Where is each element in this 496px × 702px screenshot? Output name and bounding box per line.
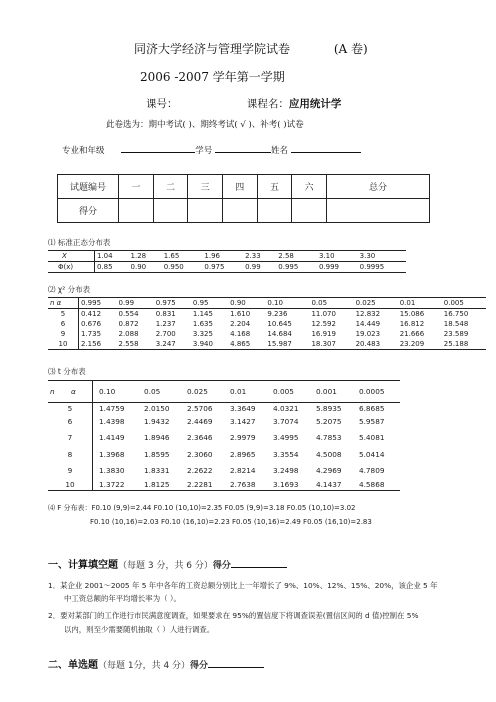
chi-value-cell: 23.209 (398, 339, 442, 350)
chi-value-cell: 1.635 (192, 320, 213, 328)
chi-value-cell: 2.156 (79, 339, 117, 350)
name-label: 姓名 (270, 146, 288, 156)
t-value-cell: 1.9432 (144, 417, 170, 426)
chi-value-cell: 25.188 (442, 339, 486, 350)
normal-phi-label: Φ(x) (48, 262, 95, 273)
section1-heading (48, 556, 287, 571)
score-cell[interactable] (153, 199, 188, 223)
chi-value-cell: 12.832 (355, 310, 381, 318)
score-cell[interactable] (292, 199, 327, 223)
t-n-cell: 6 (48, 415, 93, 429)
normal-x-cell: 1.04 (95, 251, 129, 262)
chi-alpha-cell: 0.90 (228, 298, 265, 309)
chi-n-cell: 6 (48, 319, 79, 329)
table-row (48, 319, 486, 329)
major-field[interactable] (121, 142, 195, 153)
section2-heading (48, 656, 264, 671)
exam-type-line: 此卷选为：期中考试( )、期终考试( √ )、补考( )试卷 (106, 120, 304, 130)
normal-x-cell: 3.30 (358, 251, 406, 262)
t-value-cell: 3.4995 (272, 432, 299, 442)
score-header-cell: 一 (119, 175, 154, 199)
chi-header-row (48, 298, 486, 309)
t-value-cell: 2.7638 (228, 479, 271, 491)
f-table-line1: ⑷ F 分布表：F0.10 (9,9)=2.44 F0.10 (10,10)=2.35 F0.05 (9,9)=3.18 F0.05 (10,10)=3.02 (48, 504, 356, 512)
chi-value-cell: 18.307 (309, 339, 353, 350)
t-alpha-cell: 0.001 (314, 381, 357, 403)
course-name: 应用统计学 (288, 98, 342, 110)
chi-value-cell: 4.865 (228, 339, 265, 350)
t-n-cell: 5 (48, 403, 93, 415)
chi-value-cell: 23.589 (443, 330, 469, 338)
table-row (48, 309, 486, 320)
normal-x-cell: 1.28 (129, 251, 162, 262)
table-row (48, 479, 400, 491)
score-cell[interactable] (222, 199, 257, 223)
t-alpha-cell: 0.025 (185, 381, 228, 403)
chi-value-cell: 18.548 (443, 320, 469, 328)
t-value-cell: 1.4398 (99, 417, 125, 426)
section2-note: （每题 1分，共 4 分） (98, 661, 191, 671)
t-value-cell: 1.3830 (99, 466, 125, 475)
score-header-cell: 六 (292, 175, 327, 199)
chi-value-cell: 3.247 (154, 339, 191, 350)
chi-n-cell: 5 (48, 309, 79, 320)
chi-alpha-cell: 0.975 (154, 298, 191, 309)
chi-value-cell: 1.610 (230, 310, 251, 318)
chi-table (48, 297, 486, 350)
score-header-cell: 总分 (327, 175, 430, 199)
chi-alpha-cell: 0.01 (398, 298, 442, 309)
q2-line2: 以内，则至少需要随机抽取（ ）人进行调查。 (64, 625, 215, 634)
t-corner (48, 381, 93, 403)
chi-value-cell: 1.237 (155, 320, 176, 328)
normal-x-label: X (48, 251, 95, 262)
normal-phi-cell: 0.999 (317, 262, 358, 273)
score-value-row (58, 199, 430, 223)
score-header-row (58, 175, 430, 199)
t-value-cell: 2.8965 (230, 449, 256, 459)
t-n-cell: 8 (48, 446, 93, 463)
chi-corner: n α (48, 298, 79, 309)
score-header-cell: 五 (257, 175, 292, 199)
chi-value-cell: 14.449 (355, 320, 381, 328)
chi-value-cell: 0.676 (81, 320, 102, 328)
chi-value-cell: 10.645 (267, 320, 292, 328)
paper-type: (A 卷) (333, 42, 368, 56)
chi-value-cell: 21.666 (399, 330, 425, 338)
chi-value-cell: 2.558 (116, 339, 153, 350)
q1-line1: 1．某企业 2001～2005 年 5 年中各年的工资总额分别比上一年增长了 9%、10%、12%、15%、20%，该企业 5 年 (48, 581, 438, 590)
chi-value-cell: 2.088 (118, 330, 139, 338)
normal-x-cell: 1.65 (162, 251, 203, 262)
t-value-cell: 3.2498 (272, 466, 299, 475)
f-table-line2: F0.10 (10,16)=2.03 F0.10 (16,10)=2.23 F0.05 (10,16)=2.49 F0.05 (16,10)=2.83 (90, 518, 372, 526)
chi-alpha-cell: 0.95 (191, 298, 228, 309)
normal-phi-row (48, 262, 406, 273)
score-cell[interactable] (119, 199, 154, 223)
t-header-row (48, 381, 400, 403)
t-n-cell: 10 (48, 479, 93, 491)
chi-alpha-cell: 0.995 (79, 298, 117, 309)
exam-title (134, 40, 368, 57)
chi-value-cell: 16.812 (399, 320, 425, 328)
section1-note: （每题 3 分，共 6 分） (118, 561, 213, 571)
normal-x-cell: 2.58 (276, 251, 317, 262)
chi-value-cell: 12.592 (311, 320, 336, 328)
normal-table (48, 250, 406, 273)
score-header-cell: 四 (222, 175, 257, 199)
t-n-cell: 7 (48, 429, 93, 446)
normal-phi-cell: 0.85 (95, 262, 129, 273)
t-value-cell: 4.7853 (315, 432, 342, 442)
t-value-cell: 4.0321 (272, 404, 299, 414)
t-value-cell: 3.1693 (271, 479, 314, 491)
school-title: 同济大学经济与管理学院试卷 (134, 42, 291, 56)
section2-title: 二、单选题 (48, 660, 98, 671)
section2-score-field[interactable] (208, 656, 264, 668)
table-row (48, 463, 400, 479)
t-alpha-cell: 0.005 (271, 381, 314, 403)
chi-value-cell: 14.684 (267, 330, 292, 338)
chi-value-cell: 20.483 (354, 339, 398, 350)
course-no-label: 课号： (146, 98, 178, 110)
t-corner-alpha: α (70, 387, 76, 396)
major-label: 专业和年级 (62, 146, 105, 156)
chi-table-label: ⑵ χ² 分布表 (48, 285, 91, 294)
normal-phi-cell: 0.975 (202, 262, 243, 273)
normal-phi-cell: 0.9995 (358, 262, 406, 273)
score-cell[interactable] (257, 199, 292, 223)
t-value-cell: 2.9979 (230, 432, 256, 442)
t-n-cell: 9 (48, 463, 93, 479)
t-value-cell: 4.1437 (314, 479, 357, 491)
chi-value-cell: 1.145 (192, 310, 213, 318)
chi-value-cell: 2.700 (155, 330, 176, 338)
chi-n-cell: 9 (48, 329, 79, 339)
t-value-cell: 2.5706 (187, 404, 213, 414)
t-value-cell: 1.4149 (99, 432, 125, 442)
score-cell[interactable] (188, 199, 223, 223)
t-value-cell: 5.4081 (358, 432, 385, 442)
name-field[interactable] (291, 142, 361, 153)
t-value-cell: 1.8946 (144, 432, 170, 442)
t-value-cell: 2.2281 (185, 479, 228, 491)
table-row (48, 429, 400, 446)
t-value-cell: 1.3722 (93, 479, 143, 491)
normal-x-cell: 3.10 (317, 251, 358, 262)
normal-x-row (48, 251, 406, 262)
score-row-label: 得分 (58, 199, 119, 223)
section1-score-field[interactable] (231, 556, 287, 568)
t-value-cell: 4.5008 (315, 449, 342, 459)
section1-score-label: 得分 (212, 561, 231, 571)
t-value-cell: 6.8685 (358, 404, 385, 414)
t-corner-n: n (50, 387, 55, 396)
chi-value-cell: 3.325 (192, 330, 213, 338)
t-table-label: ⑶ t 分布表 (48, 367, 86, 376)
chi-value-cell: 11.070 (311, 310, 336, 318)
q1-line2: 中工资总额的年平均增长率为（ ）。 (64, 594, 181, 603)
t-value-cell: 2.2622 (187, 466, 213, 475)
chi-value-cell: 16.750 (443, 310, 469, 318)
score-header-cell: 试题编号 (58, 175, 119, 199)
chi-value-cell: 0.554 (118, 310, 139, 318)
course-name-label: 课程名： (246, 98, 289, 110)
chi-value-cell: 0.872 (118, 320, 139, 328)
t-alpha-cell: 0.05 (142, 381, 185, 403)
section1-title: 一、计算填空题 (48, 560, 118, 571)
table-row (48, 339, 486, 350)
normal-x-cell: 1.96 (202, 251, 243, 262)
table-row (48, 415, 400, 429)
chi-alpha-cell: 0.10 (265, 298, 309, 309)
normal-table-label: ⑴ 标准正态分布表 (48, 238, 111, 247)
t-value-cell: 4.5868 (357, 479, 400, 491)
score-table (57, 174, 430, 223)
table-row (48, 329, 486, 339)
t-value-cell: 1.8125 (142, 479, 185, 491)
normal-phi-cell: 0.90 (129, 262, 162, 273)
student-no-label: 学号 (195, 146, 213, 156)
score-header-cell: 二 (153, 175, 188, 199)
t-value-cell: 4.7809 (358, 466, 385, 475)
t-value-cell: 2.0150 (144, 404, 170, 414)
chi-alpha-cell: 0.005 (442, 298, 486, 309)
t-alpha-cell: 0.01 (228, 381, 271, 403)
t-alpha-cell: 0.10 (93, 381, 143, 403)
score-cell[interactable] (327, 199, 430, 223)
t-value-cell: 2.3646 (187, 432, 213, 442)
chi-value-cell: 15.987 (265, 339, 309, 350)
normal-x-cell: 2.33 (243, 251, 276, 262)
t-value-cell: 5.9587 (358, 417, 385, 426)
section2-score-label: 得分 (190, 661, 209, 671)
term-line: 2006 -2007 学年第一学期 (140, 70, 285, 84)
t-value-cell: 1.4759 (99, 404, 125, 414)
chi-alpha-cell: 0.99 (116, 298, 153, 309)
course-line (146, 96, 341, 111)
t-table (48, 380, 400, 491)
normal-phi-cell: 0.99 (243, 262, 276, 273)
t-value-cell: 2.3060 (187, 449, 213, 459)
t-value-cell: 1.3968 (99, 449, 125, 459)
chi-value-cell: 16.919 (311, 330, 336, 338)
chi-value-cell: 0.412 (81, 310, 102, 318)
chi-value-cell: 19.023 (355, 330, 381, 338)
student-info-line (62, 142, 361, 156)
t-value-cell: 5.2075 (315, 417, 342, 426)
chi-alpha-cell: 0.05 (309, 298, 353, 309)
t-value-cell: 4.2969 (315, 466, 342, 475)
chi-value-cell: 9.236 (267, 310, 288, 318)
t-value-cell: 1.8595 (144, 449, 170, 459)
t-value-cell: 5.8935 (315, 404, 342, 414)
student-no-field[interactable] (215, 142, 271, 153)
t-alpha-cell: 0.0005 (357, 381, 400, 403)
t-value-cell: 1.8331 (144, 466, 170, 475)
table-row (48, 403, 400, 415)
chi-value-cell: 1.735 (81, 330, 102, 338)
chi-value-cell: 4.168 (230, 330, 251, 338)
chi-value-cell: 15.086 (399, 310, 425, 318)
t-value-cell: 3.3649 (230, 404, 256, 414)
chi-alpha-cell: 0.025 (354, 298, 398, 309)
table-row (48, 446, 400, 463)
chi-value-cell: 3.940 (191, 339, 228, 350)
score-header-cell: 三 (188, 175, 223, 199)
t-value-cell: 3.3554 (272, 449, 299, 459)
chi-value-cell: 0.831 (155, 310, 176, 318)
chi-value-cell: 2.204 (230, 320, 251, 328)
t-value-cell: 3.1427 (230, 417, 256, 426)
normal-phi-cell: 0.995 (276, 262, 317, 273)
q2-line1: 2．要对某部门的工作进行市民满意度调查，如果要求在 95%的置信度下将调查误差(置信区间的 d 值)控制在 5% (48, 611, 419, 620)
normal-phi-cell: 0.950 (162, 262, 203, 273)
t-value-cell: 5.0414 (358, 449, 385, 459)
t-value-cell: 3.7074 (272, 417, 299, 426)
t-value-cell: 2.4469 (187, 417, 213, 426)
chi-n-cell: 10 (48, 339, 79, 350)
t-value-cell: 2.8214 (230, 466, 256, 475)
